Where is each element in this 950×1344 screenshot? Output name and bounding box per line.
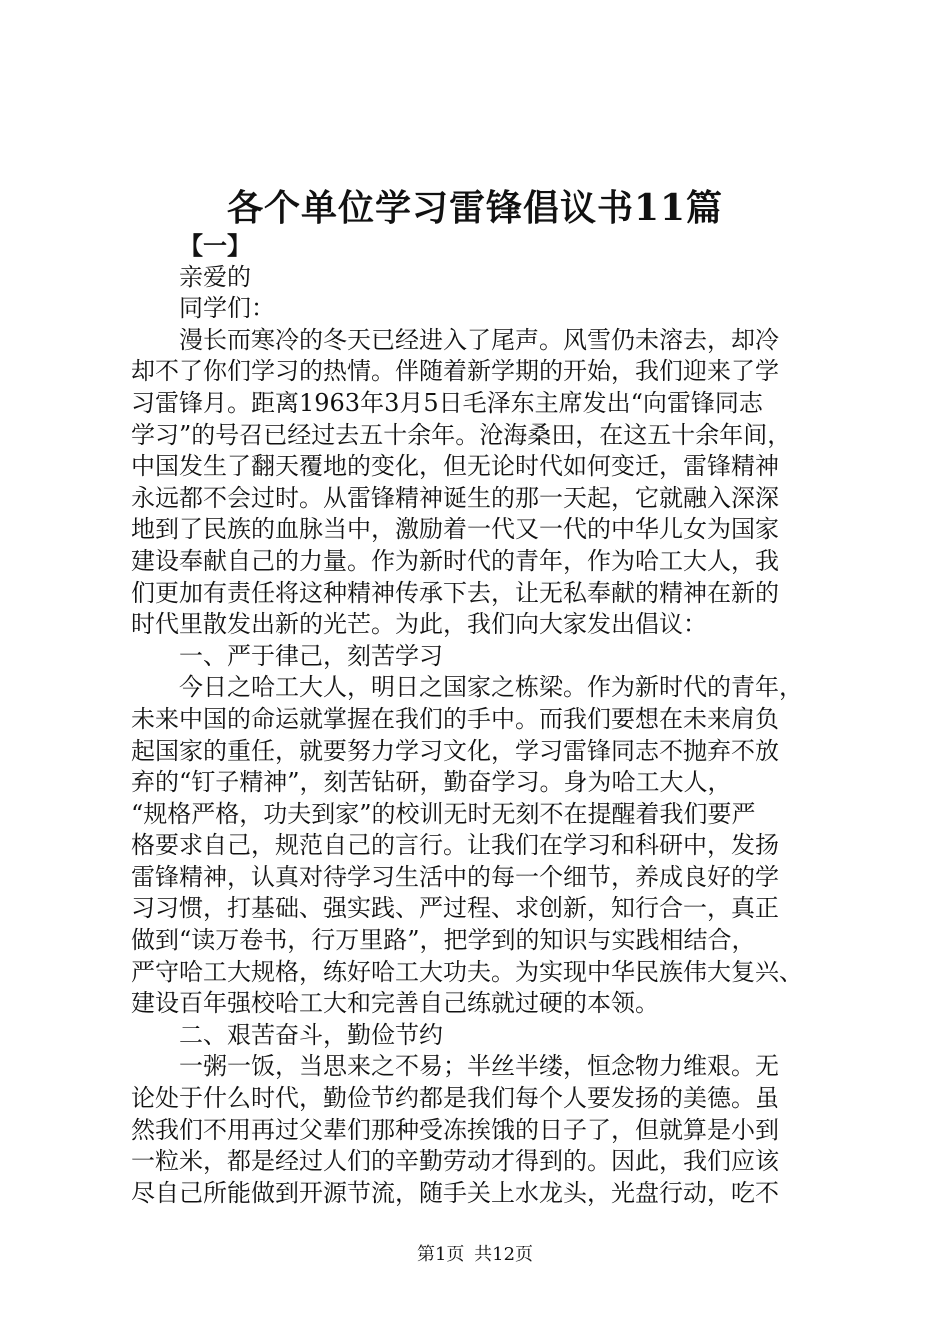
- body-line: 中国发生了翻天覆地的变化，但无论时代如何变迁，雷锋精神: [131, 452, 779, 481]
- body-line: 然我们不用再过父辈们那种受冻挨饿的日子了，但就算是小到: [131, 1115, 779, 1144]
- salutation-line-2: 同学们：: [179, 294, 275, 323]
- body-line: “规格严格，功夫到家”的校训无时无刻不在提醒着我们要严: [131, 799, 756, 828]
- page-total: 共12页: [474, 1244, 534, 1265]
- section-heading-1: 一、严于律己，刻苦学习: [179, 641, 443, 670]
- document-title: 各个单位学习雷锋倡议书11篇: [226, 187, 724, 229]
- body-line: 时代里散发出新的光芒。为此，我们向大家发出倡议：: [131, 610, 707, 639]
- body-line: 弃的“钉子精神”，刻苦钻研，勤奋学习。身为哈工大人，: [131, 768, 732, 797]
- body-line: 起国家的重任，就要努力学习文化，学习雷锋同志不抛弃不放: [131, 736, 779, 765]
- body-line: 格要求自己，规范自己的言行。让我们在学习和科研中，发扬: [131, 831, 779, 860]
- body-line: 地到了民族的血脉当中，激励着一代又一代的中华儿女为国家: [131, 515, 779, 544]
- body-line: 未来中国的命运就掌握在我们的手中。而我们要想在未来肩负: [131, 704, 779, 733]
- body-line: 今日之哈工大人，明日之国家之栋梁。作为新时代的青年，: [179, 673, 803, 702]
- section-heading-2: 二、艰苦奋斗，勤俭节约: [179, 1020, 443, 1049]
- body-line: 学习”的号召已经过去五十余年。沧海桑田，在这五十余年间，: [131, 420, 792, 449]
- body-line: 永远都不会过时。从雷锋精神诞生的那一天起，它就融入深深: [131, 483, 779, 512]
- body-line: 习习惯，打基础、强实践、严过程、求创新，知行合一，真正: [131, 894, 779, 923]
- body-line: 习雷锋月。距离1963年3月5日毛泽东主席发出“向雷锋同志: [131, 388, 763, 417]
- body-line: 一粥一饭，当思来之不易；半丝半缕，恒念物力维艰。无: [179, 1052, 779, 1081]
- body-line: 论处于什么时代，勤俭节约都是我们每个人要发扬的美德。虽: [131, 1084, 779, 1113]
- page-number: 第1页: [416, 1244, 465, 1265]
- body-line: 们更加有责任将这种精神传承下去，让无私奉献的精神在新的: [131, 578, 779, 607]
- body-line: 漫长而寒冷的冬天已经进入了尾声。风雪仍未溶去，却冷: [179, 325, 779, 354]
- body-line: 尽自己所能做到开源节流，随手关上水龙头，光盘行动，吃不: [131, 1178, 779, 1207]
- body-line: 雷锋精神，认真对待学习生活中的每一个细节，养成良好的学: [131, 862, 779, 891]
- page-footer: [0, 1240, 950, 1266]
- section-marker: 【一】: [179, 231, 251, 260]
- salutation-line-1: 亲爱的: [179, 262, 251, 291]
- body-line: 却不了你们学习的热情。伴随着新学期的开始，我们迎来了学: [131, 357, 779, 386]
- document-body: [131, 230, 831, 1209]
- body-line: 一粒米，都是经过人们的辛勤劳动才得到的。因此，我们应该: [131, 1147, 779, 1176]
- body-line: 做到“读万卷书，行万里路”，把学到的知识与实践相结合，: [131, 926, 756, 955]
- body-line: 建设奉献自己的力量。作为新时代的青年，作为哈工大人，我: [131, 546, 779, 575]
- body-line: 建设百年强校哈工大和完善自己练就过硬的本领。: [131, 989, 659, 1018]
- body-line: 严守哈工大规格，练好哈工大功夫。为实现中华民族伟大复兴、: [131, 957, 803, 986]
